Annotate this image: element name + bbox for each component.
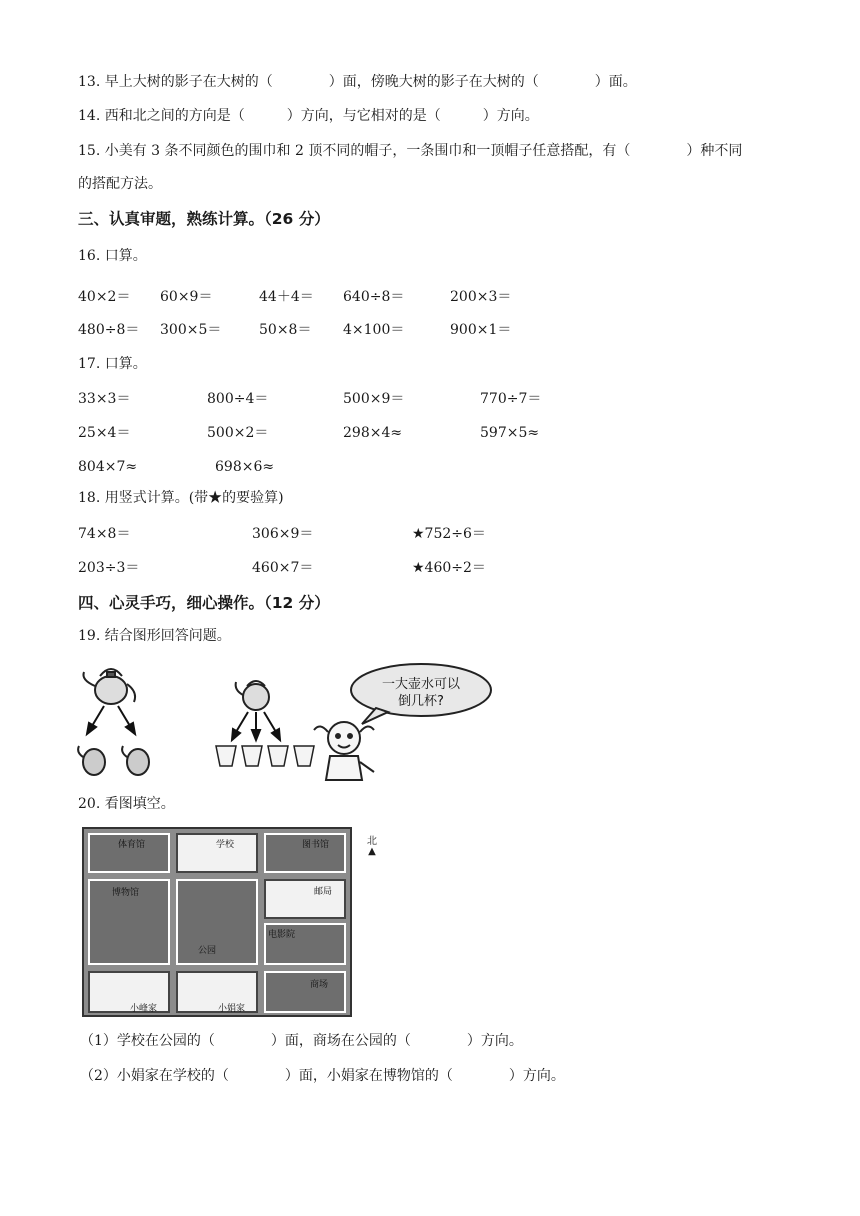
map-tile-museum	[88, 879, 170, 965]
map-tile-mall	[264, 971, 346, 1013]
question-18-title: 18. 用竖式计算。(带★的要验算)	[78, 490, 284, 506]
city-map	[82, 827, 352, 1017]
map-tile-xiaojuan-home	[176, 971, 258, 1013]
q17-item: 698×6≈	[215, 459, 275, 475]
q18-item: 306×9＝	[252, 526, 314, 542]
q17-item: 500×9＝	[343, 391, 405, 407]
q17-row	[0, 389, 860, 409]
q17-row	[0, 423, 860, 443]
q16-item: 44＋4＝	[259, 289, 314, 305]
north-arrow-icon: ▲	[368, 846, 376, 857]
question-20-part-2: （2）小娟家在学校的（ ）面，小娟家在博物馆的（ ）方向。	[80, 1068, 565, 1084]
arrows-left	[87, 706, 135, 734]
q17-item: 597×5≈	[480, 425, 540, 441]
bubble-text-line-2: 倒几杯?	[398, 694, 444, 709]
question-15-line-1: 15. 小美有 3 条不同颜色的围巾和 2 顶不同的帽子，一条围巾和一顶帽子任意搭配，有（ ）种不同	[78, 143, 743, 159]
q16-item: 300×5＝	[160, 322, 222, 338]
q16-item: 200×3＝	[450, 289, 512, 305]
map-label: 体育馆	[118, 840, 146, 850]
q18-item: ★460÷2＝	[412, 560, 486, 576]
map-label: 图书馆	[302, 840, 330, 850]
q17-item: 500×2＝	[207, 425, 269, 441]
north-label: 北	[367, 836, 377, 847]
cup-icon	[216, 746, 314, 766]
q16-row	[0, 287, 860, 307]
map-tile-cinema	[264, 923, 346, 965]
map-label: 博物馆	[112, 888, 140, 898]
q18-item: 460×7＝	[252, 560, 314, 576]
q17-row	[0, 457, 860, 477]
bubble-text-line-1: 一大壶水可以	[381, 677, 461, 692]
map-label: 小峰家	[130, 1004, 158, 1014]
map-label: 电影院	[268, 930, 296, 940]
q17-item: 298×4≈	[343, 425, 403, 441]
big-kettle-icon	[83, 669, 135, 704]
q18-row	[0, 524, 860, 544]
map-tile-xiaofeng-home	[88, 971, 170, 1013]
map-label: 公园	[198, 946, 217, 956]
q16-item: 40×2＝	[78, 289, 131, 305]
kettle-figure	[76, 662, 496, 784]
q16-item: 50×8＝	[259, 322, 312, 338]
map-tile-stadium	[88, 833, 170, 873]
q17-item: 800÷4＝	[207, 391, 269, 407]
map-label: 邮局	[314, 887, 333, 897]
map-tile-school	[176, 833, 258, 873]
map-label: 小娟家	[218, 1004, 246, 1014]
small-kettle-icon	[78, 746, 149, 775]
section-4-heading: 四、心灵手巧，细心操作。（12 分）	[78, 594, 330, 612]
north-indicator	[365, 832, 379, 857]
question-13: 13. 早上大树的影子在大树的（ ）面，傍晚大树的影子在大树的（ ）面。	[78, 74, 637, 90]
girl-icon	[314, 722, 374, 780]
map-tile-park	[176, 879, 258, 965]
q17-item: 804×7≈	[78, 459, 138, 475]
medium-kettle-icon	[236, 681, 269, 710]
q18-row	[0, 558, 860, 578]
question-19-title: 19. 结合图形回答问题。	[78, 628, 231, 644]
q18-item: 74×8＝	[78, 526, 131, 542]
q18-item: ★752÷6＝	[412, 526, 486, 542]
q16-item: 4×100＝	[343, 322, 405, 338]
q18-item: 203÷3＝	[78, 560, 140, 576]
map-tile-library	[264, 833, 346, 873]
map-label: 学校	[216, 840, 235, 850]
question-20-part-1: （1）学校在公园的（ ）面，商场在公园的（ ）方向。	[80, 1033, 523, 1049]
q16-item: 900×1＝	[450, 322, 512, 338]
q17-item: 25×4＝	[78, 425, 131, 441]
question-17-title: 17. 口算。	[78, 356, 147, 372]
q17-item: 33×3＝	[78, 391, 131, 407]
question-20-title: 20. 看图填空。	[78, 796, 175, 812]
question-15-line-2: 的搭配方法。	[78, 176, 162, 192]
question-16-title: 16. 口算。	[78, 248, 147, 264]
map-label: 商场	[310, 980, 329, 990]
section-3-heading: 三、认真审题，熟练计算。（26 分）	[78, 210, 330, 228]
map-tile-post-office	[264, 879, 346, 919]
q16-item: 640÷8＝	[343, 289, 405, 305]
q16-row	[0, 320, 860, 340]
arrows-center	[232, 712, 280, 740]
q16-item: 480÷8＝	[78, 322, 140, 338]
q17-item: 770÷7＝	[480, 391, 542, 407]
question-14: 14. 西和北之间的方向是（ ）方向，与它相对的是（ ）方向。	[78, 108, 539, 124]
q16-item: 60×9＝	[160, 289, 213, 305]
